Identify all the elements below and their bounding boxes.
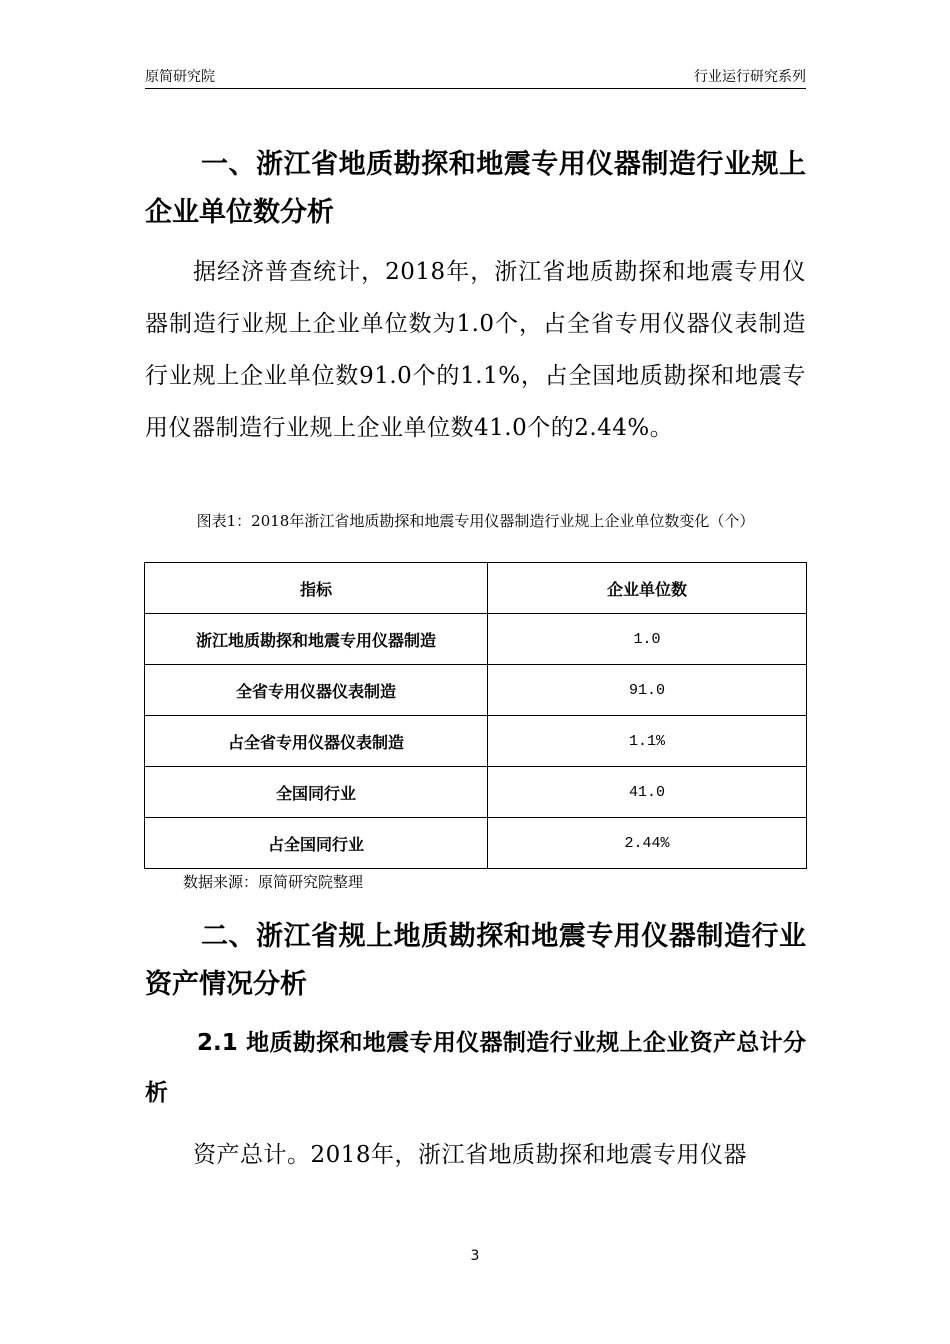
header-series: 行业运行研究系列: [694, 69, 806, 85]
section1-paragraph: 据经济普查统计，2018年，浙江省地质勘探和地震专用仪器制造行业规上企业单位数为1.0个，占全省专用仪器仪表制造行业规上企业单位数91.0个的1.1%，占全国地质勘探和地震专用仪器制造行业规上企业单位数41.0个的2.44%。: [145, 259, 806, 441]
section2-heading: 二、浙江省规上地质勘探和地震专用仪器制造行业资产情况分析: [145, 921, 806, 1000]
row-label: 浙江地质勘探和地震专用仪器制造: [145, 614, 488, 665]
header-org: 原简研究院: [145, 69, 215, 85]
header-indicator: 指标: [145, 563, 488, 614]
table1-caption: 图表1：2018年浙江省地质勘探和地震专用仪器制造行业规上企业单位数变化（个）: [196, 512, 755, 530]
row-label: 全省专用仪器仪表制造: [145, 665, 488, 716]
page-number: 3: [470, 1248, 480, 1264]
section2-paragraph: 资产总计。2018年，浙江省地质勘探和地震专用仪器: [193, 1142, 748, 1168]
table-row: [145, 767, 807, 818]
table-row: [145, 818, 807, 869]
table-header-row: [145, 563, 807, 614]
row-label: 全国同行业: [145, 767, 488, 818]
table-row: [145, 614, 807, 665]
row-value: 1.1%: [488, 716, 807, 767]
section2-1-heading: 2.1 地质勘探和地震专用仪器制造行业规上企业资产总计分析: [145, 1030, 806, 1106]
page-header: [145, 64, 806, 89]
section1-heading: 一、浙江省地质勘探和地震专用仪器制造行业规上企业单位数分析: [145, 149, 806, 228]
row-value: 91.0: [488, 665, 807, 716]
row-label: 占全国同行业: [145, 818, 488, 869]
row-label: 占全省专用仪器仪表制造: [145, 716, 488, 767]
table-row: [145, 716, 807, 767]
table1-source: 数据来源：原简研究院整理: [183, 873, 364, 891]
row-value: 41.0: [488, 767, 807, 818]
table-row: [145, 665, 807, 716]
row-value: 1.0: [488, 614, 807, 665]
table1: [144, 562, 807, 869]
header-count: 企业单位数: [488, 563, 807, 614]
row-value: 2.44%: [488, 818, 807, 869]
